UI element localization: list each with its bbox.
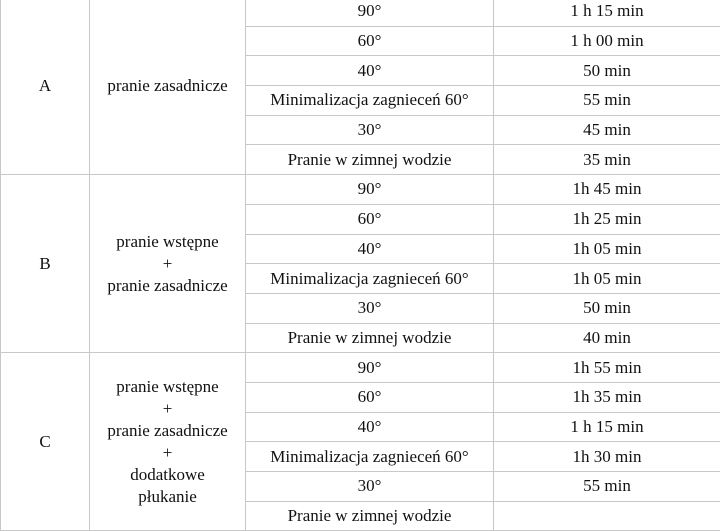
program-cell: 30° <box>246 472 494 502</box>
program-cell: Pranie w zimnej wodzie <box>246 501 494 531</box>
table-row <box>1 0 720 26</box>
program-cell: 60° <box>246 382 494 412</box>
description-line: + <box>163 443 173 462</box>
group-code: B <box>1 175 90 353</box>
description-line: + <box>163 254 173 273</box>
group-description <box>90 175 246 353</box>
time-cell: 1h 05 min <box>494 234 720 264</box>
description-line: dodatkowe <box>130 465 205 484</box>
description-line: pranie zasadnicze <box>107 76 227 95</box>
table-row <box>1 175 720 205</box>
time-cell: 45 min <box>494 115 720 145</box>
program-cell: 40° <box>246 56 494 86</box>
time-cell: 1h 45 min <box>494 175 720 205</box>
time-cell: 1h 35 min <box>494 382 720 412</box>
program-cell: 90° <box>246 175 494 205</box>
program-cell: 40° <box>246 412 494 442</box>
program-cell: Minimalizacja zagnieceń 60° <box>246 442 494 472</box>
time-cell: 1h 55 min <box>494 353 720 383</box>
program-cell: Pranie w zimnej wodzie <box>246 145 494 175</box>
program-cell: 30° <box>246 293 494 323</box>
program-cell: Minimalizacja zagnieceń 60° <box>246 86 494 116</box>
time-cell <box>494 501 720 531</box>
group-code: A <box>1 0 90 175</box>
time-cell: 1h 25 min <box>494 204 720 234</box>
group-description <box>90 0 246 175</box>
time-cell: 50 min <box>494 293 720 323</box>
table-row <box>1 353 720 383</box>
time-cell: 35 min <box>494 145 720 175</box>
description-line: pranie zasadnicze <box>107 421 227 440</box>
description-line: płukanie <box>138 487 197 506</box>
time-cell: 1h 05 min <box>494 264 720 294</box>
description-line: + <box>163 399 173 418</box>
program-cell: 60° <box>246 204 494 234</box>
program-cell: 40° <box>246 234 494 264</box>
time-cell: 1 h 15 min <box>494 412 720 442</box>
program-cell: 60° <box>246 26 494 56</box>
time-cell: 1 h 00 min <box>494 26 720 56</box>
program-cell: Minimalizacja zagnieceń 60° <box>246 264 494 294</box>
program-cell: 90° <box>246 0 494 26</box>
description-line: pranie wstępne <box>116 232 218 251</box>
time-cell: 40 min <box>494 323 720 353</box>
time-cell: 1h 30 min <box>494 442 720 472</box>
program-cell: 30° <box>246 115 494 145</box>
time-cell: 55 min <box>494 86 720 116</box>
description-line: pranie zasadnicze <box>107 276 227 295</box>
time-cell: 1 h 15 min <box>494 0 720 26</box>
description-line: pranie wstępne <box>116 377 218 396</box>
time-cell: 50 min <box>494 56 720 86</box>
program-cell: 90° <box>246 353 494 383</box>
time-cell: 55 min <box>494 472 720 502</box>
program-cell: Pranie w zimnej wodzie <box>246 323 494 353</box>
group-code: C <box>1 353 90 531</box>
group-description <box>90 353 246 531</box>
